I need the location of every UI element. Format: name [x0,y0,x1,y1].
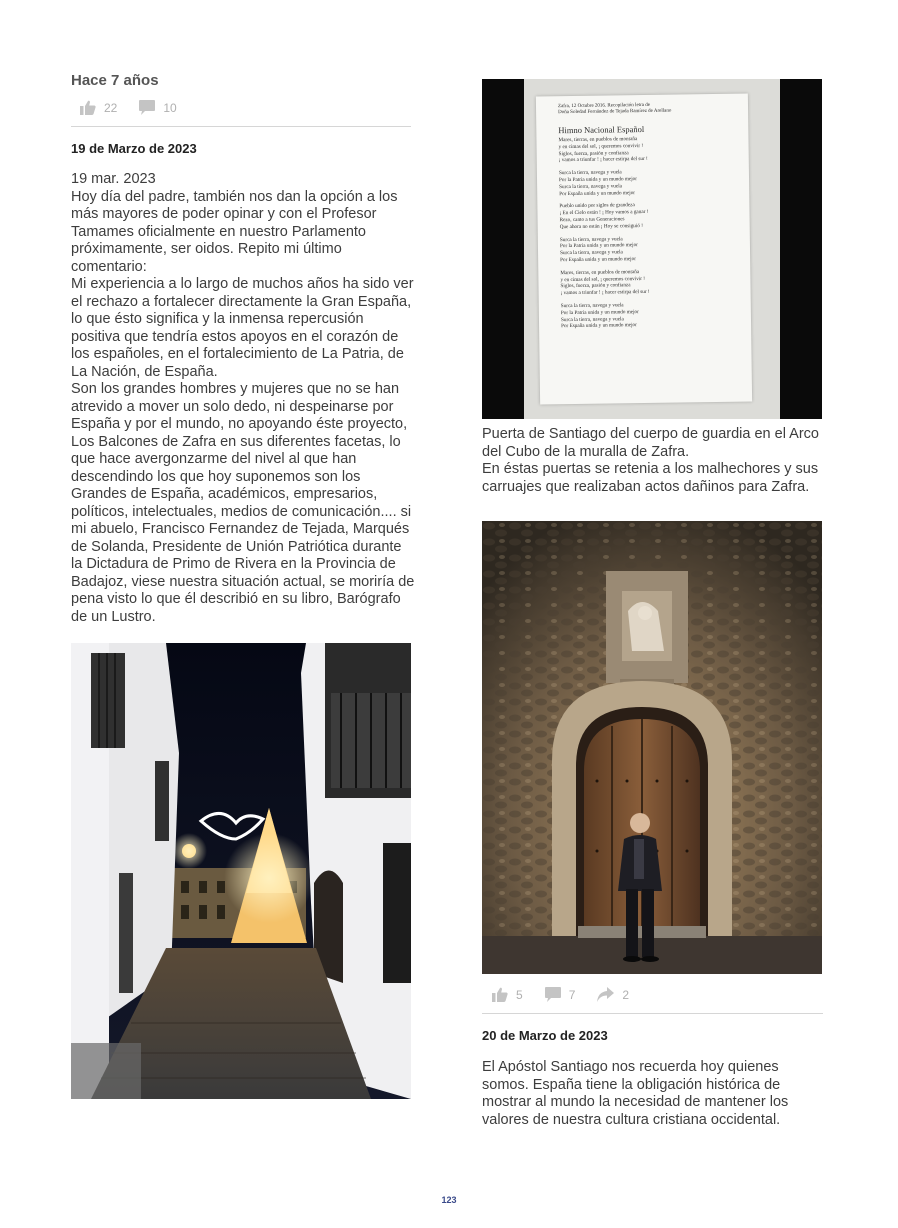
comments-count: 7 [568,987,576,1002]
hymn-line: Surca la tierra, navega y vuela [559,235,623,243]
hymn-line: Mares, tierras, en pueblos de montaña [558,136,638,144]
post-date: 19 de Marzo de 2023 [71,141,197,156]
thumbs-up-icon [80,100,96,115]
hymn-header-line: Doña Soledad Fernández de Tejada Ramírez de Arellano [558,108,672,116]
post-paragraph: Hoy día del padre, también nos dan la opción a los más mayores de poder opinar y con el Profesor Tamames oficialmente en nuestro Parlamento próximamente, ser oidos. Repito mi último comentario: [71,188,398,275]
shares-stat[interactable] [597,987,629,1002]
hymn-sheet-photo [482,79,822,419]
caption-line: En éstas puertas se retenia a los malhechores y sus carruajes que realizaban actos dañinos para Zafra. [482,461,819,495]
hymn-line: ¡ En el Cielo están ! ¡ Hoy vamos a ganar ! [559,209,649,217]
likes-count: 5 [516,987,523,1002]
share-icon [597,987,614,1002]
thumbs-up-icon [492,987,508,1002]
hymn-line: Por España unida y un mundo mejor [561,322,637,330]
night-street-photo [71,643,411,1099]
hymn-stanza [558,135,738,165]
hymn-line: Mares, tierras, en pueblos de montaña [560,268,640,276]
hymn-title: Himno Nacional Español [558,123,645,136]
hymn-line: Rezo, canto a tus Generaciones [559,216,625,224]
hymn-line: Que ahora no están ¡ Hoy se consiguió ! [559,222,643,230]
post-body [482,1059,822,1129]
hymn-stanza [559,201,739,231]
hymn-line: y en cimas del sol, ¡ queremos convivir ! [560,275,646,283]
hymn-line: y en cimas del sol, ¡ queremos convivir ! [558,142,644,150]
hymn-paper [536,94,752,405]
santiago-gate-photo [482,521,822,974]
comments-count: 10 [163,100,177,115]
hymn-line: ¡ vamos a triunfar ! ¡ hacer estirpa del sur ! [560,289,650,297]
post-paragraph: Mi experiencia a lo largo de muchos años ha sido ver el rechazo a fortalecer directamente la Gran España, lo que ésto significa y la inmensa repercusión positiva que tendría estos apoyos en el corazón de los españoles, en el fortalecimiento de La Patria, de La Nación, de España. [71,276,414,380]
hymn-line: Por la Patria unida y un mundo mejor [560,308,639,316]
hymn-stanza [561,301,741,331]
page-number: 123 [441,1195,457,1205]
shares-count: 2 [622,987,630,1002]
hymn-line: Siglos, fuerza, pasión y confianza [558,149,629,157]
hymn-stanza [560,267,740,297]
comment-icon [139,100,155,115]
hymn-line: ¡ vamos a triunfar ! ¡ hacer estirpa del sur ! [558,156,648,164]
comments-stat[interactable] [139,100,176,115]
hymn-stanza [560,234,740,264]
post-paragraph: El Apóstol Santiago nos recuerda hoy quienes somos. España tiene la obligación histórica de mostrar al mundo la necesidad de mantener los valores de nuestra cultura cristiana occidental. [482,1059,789,1128]
post-stats [80,100,199,115]
hymn-line: Surca la tierra, navega y vuela [559,183,622,190]
post-body [71,171,415,626]
post-date: 20 de Marzo de 2023 [482,1028,608,1043]
post-stats-right [492,987,651,1002]
divider [71,126,411,127]
hymn-line: Surca la tierra, navega y vuela [560,249,623,257]
photo-caption [482,426,822,496]
hymn-line: Por la Patria unida y un mundo mejor [559,242,638,250]
likes-stat[interactable] [80,100,117,115]
section-heading: Hace 7 años [71,72,159,89]
hymn-line: Surca la tierra, navega y vuela [560,302,624,310]
hymn-line: Surca la tierra, navega y vuela [560,315,624,323]
hymn-header-line: Zafra, 12 Octubre 2016. Recopilación letra de [557,102,650,110]
hymn-line: Surca la tierra, navega y vuela [558,169,622,177]
post-paragraph: Son los grandes hombres y mujeres que no se han atrevido a mover un solo dedo, ni despeinarse por España y por el mundo, no apoyando éste proyecto, Los Balcones de Zafra en sus diferentes facetas, lo que hace avergonzarme del nivel al que han descendindo los que hoy suponemos son los Grandes de España, académicos, empresarios, políticos, intelectuales, medios de comunicación.... si mi abuelo, Francisco Fernandez de Tejada, Marqués de Solanda, Presidente de Unión Patriótica durante la Dictadura de Primo de Rivera en la Provincia de Badajoz, viese nuestra situación actual, se moriría de pena visto lo que él describió en su libro, Barógrafo de un Lustro. [71,381,415,625]
hymn-line: Por España unida y un mundo mejor [560,256,636,264]
hymn-stanza [559,168,739,198]
likes-stat[interactable] [492,987,523,1002]
hymn-line: Pueblo unido por siglos de grandeza [559,202,635,210]
hymn-line: Siglos, fuerza, pasión y confianza [560,282,631,290]
caption-line: Puerta de Santiago del cuerpo de guardia en el Arco del Cubo de la muralla de Zafra. [482,426,819,460]
likes-count: 22 [104,100,118,115]
hymn-line: Por España unida y un mundo mejor [559,189,636,197]
comments-stat[interactable] [545,987,576,1002]
comment-icon [545,987,561,1002]
hymn-line: Por la Patria unida y un mundo mejor [558,176,638,184]
post-paragraph: 19 mar. 2023 [71,171,156,187]
divider [482,1013,823,1014]
